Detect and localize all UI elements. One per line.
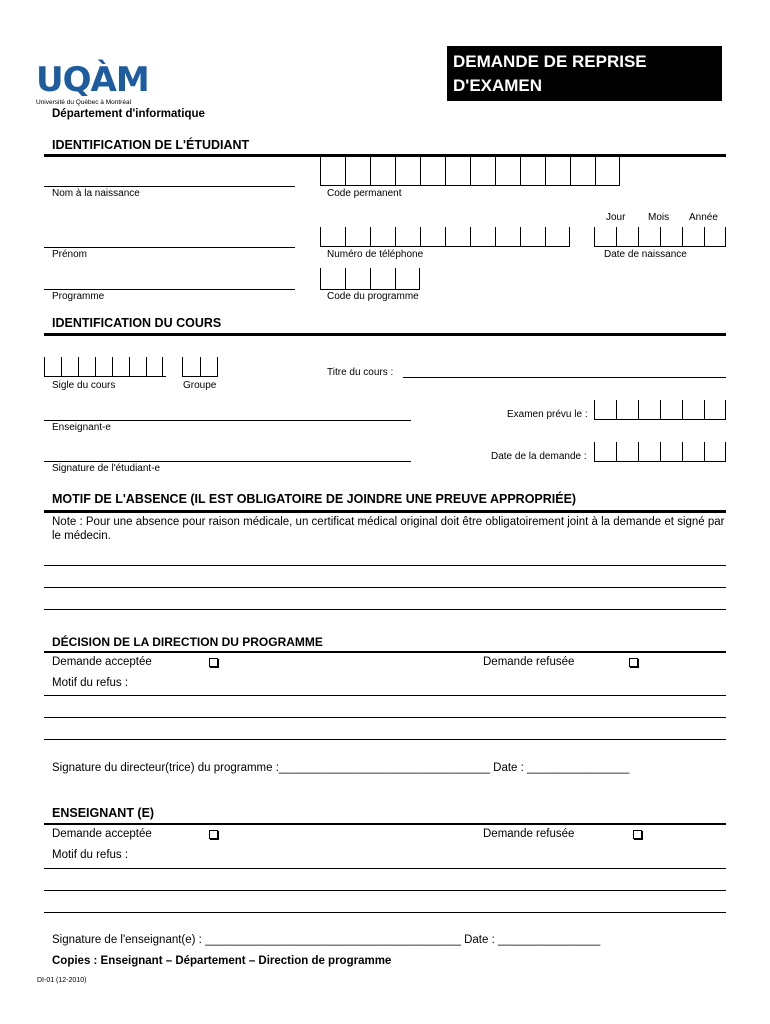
firstname-field[interactable] [44, 247, 295, 248]
form-title-line-2: D'EXAMEN [453, 76, 543, 95]
teacher-refusal-reason-label: Motif du refus : [52, 849, 129, 861]
decision-reason-line-1[interactable] [44, 695, 726, 696]
form-title [447, 46, 722, 101]
teacher-reason-line-2[interactable] [44, 890, 726, 891]
teacher-signature-line: Signature de l'enseignant(e) : ________________________________________ Date : ________________ [52, 934, 601, 946]
teacher-label: Enseignant-e [52, 422, 111, 433]
course-title-label: Titre du cours : [327, 367, 394, 378]
student-signature-label: Signature de l'étudiant-e [52, 463, 161, 474]
teacher-accepted-label: Demande acceptée [52, 828, 152, 840]
student-signature-field[interactable] [44, 461, 411, 462]
absence-section-title: MOTIF DE L'ABSENCE (IL EST OBLIGATOIRE DE JOINDRE UNE PREUVE APPROPRIÉE) [52, 492, 577, 506]
month-label: Mois [648, 212, 670, 223]
firstname-label: Prénom [52, 249, 88, 260]
teacher-reason-line-3[interactable] [44, 912, 726, 913]
copies-note: Copies : Enseignant – Département – Direction de programme [52, 955, 392, 967]
phone-label: Numéro de téléphone [327, 249, 424, 260]
name-label: Nom à la naissance [52, 188, 140, 199]
group-field[interactable] [182, 357, 218, 377]
teacher-accepted-checkbox[interactable] [209, 830, 218, 839]
course-code-label: Sigle du cours [52, 380, 116, 391]
request-date-field[interactable] [594, 442, 726, 462]
course-code-field[interactable] [44, 357, 166, 377]
decision-reason-line-3[interactable] [44, 739, 726, 740]
decision-refusal-reason-label: Motif du refus : [52, 677, 129, 689]
year-label: Année [689, 212, 718, 223]
program-field[interactable] [44, 289, 295, 290]
teacher-refused-label: Demande refusée [483, 828, 575, 840]
exam-date-field[interactable] [594, 400, 726, 420]
logo-subtitle: Université du Québec à Montréal [36, 99, 132, 106]
form-code: DI-01 (12-2010) [37, 977, 87, 984]
phone-field[interactable] [320, 227, 570, 247]
director-signature-line: Signature du directeur(trice) du programme :_________________________________ Date : ________________ [52, 762, 630, 774]
teacher-refused-checkbox[interactable] [633, 830, 642, 839]
course-section-title: IDENTIFICATION DU COURS [52, 316, 222, 330]
program-code-field[interactable] [320, 268, 420, 290]
form-title-line-1: DEMANDE DE REPRISE [453, 52, 647, 71]
birthdate-label: Date de naissance [604, 249, 687, 260]
teacher-section-title: ENSEIGNANT (E) [52, 806, 155, 820]
program-label: Programme [52, 291, 105, 302]
student-section-title: IDENTIFICATION DE L'ÉTUDIANT [52, 138, 250, 152]
decision-reason-line-2[interactable] [44, 717, 726, 718]
teacher-section-rule [44, 823, 726, 825]
department-name: Département d'informatique [52, 108, 205, 120]
birthdate-field[interactable] [594, 227, 726, 247]
absence-note: Note : Pour une absence pour raison médicale, un certificat médical original doit être obligatoirement joint à la demande et signé par le médecin. [52, 516, 725, 542]
uqam-logo: UQÀM [36, 60, 149, 100]
course-title-field[interactable] [403, 377, 726, 378]
course-section-rule [44, 333, 726, 336]
decision-refused-label: Demande refusée [483, 656, 575, 668]
decision-accepted-label: Demande acceptée [52, 656, 152, 668]
decision-accepted-checkbox[interactable] [209, 658, 218, 667]
absence-line-3[interactable] [44, 609, 726, 610]
decision-section-rule [44, 651, 726, 653]
name-field[interactable] [44, 186, 295, 187]
request-date-label: Date de la demande : [491, 451, 587, 462]
permanent-code-field[interactable] [320, 156, 620, 186]
absence-section-rule [44, 510, 726, 513]
day-label: Jour [606, 212, 626, 223]
teacher-reason-line-1[interactable] [44, 868, 726, 869]
exam-date-label: Examen prévu le : [507, 409, 588, 420]
teacher-field[interactable] [44, 420, 411, 421]
absence-line-2[interactable] [44, 587, 726, 588]
absence-line-1[interactable] [44, 565, 726, 566]
permanent-code-label: Code permanent [327, 188, 402, 199]
decision-refused-checkbox[interactable] [629, 658, 638, 667]
program-code-label: Code du programme [327, 291, 419, 302]
decision-section-title: DÉCISION DE LA DIRECTION DU PROGRAMME [52, 635, 323, 649]
group-label: Groupe [183, 380, 217, 391]
